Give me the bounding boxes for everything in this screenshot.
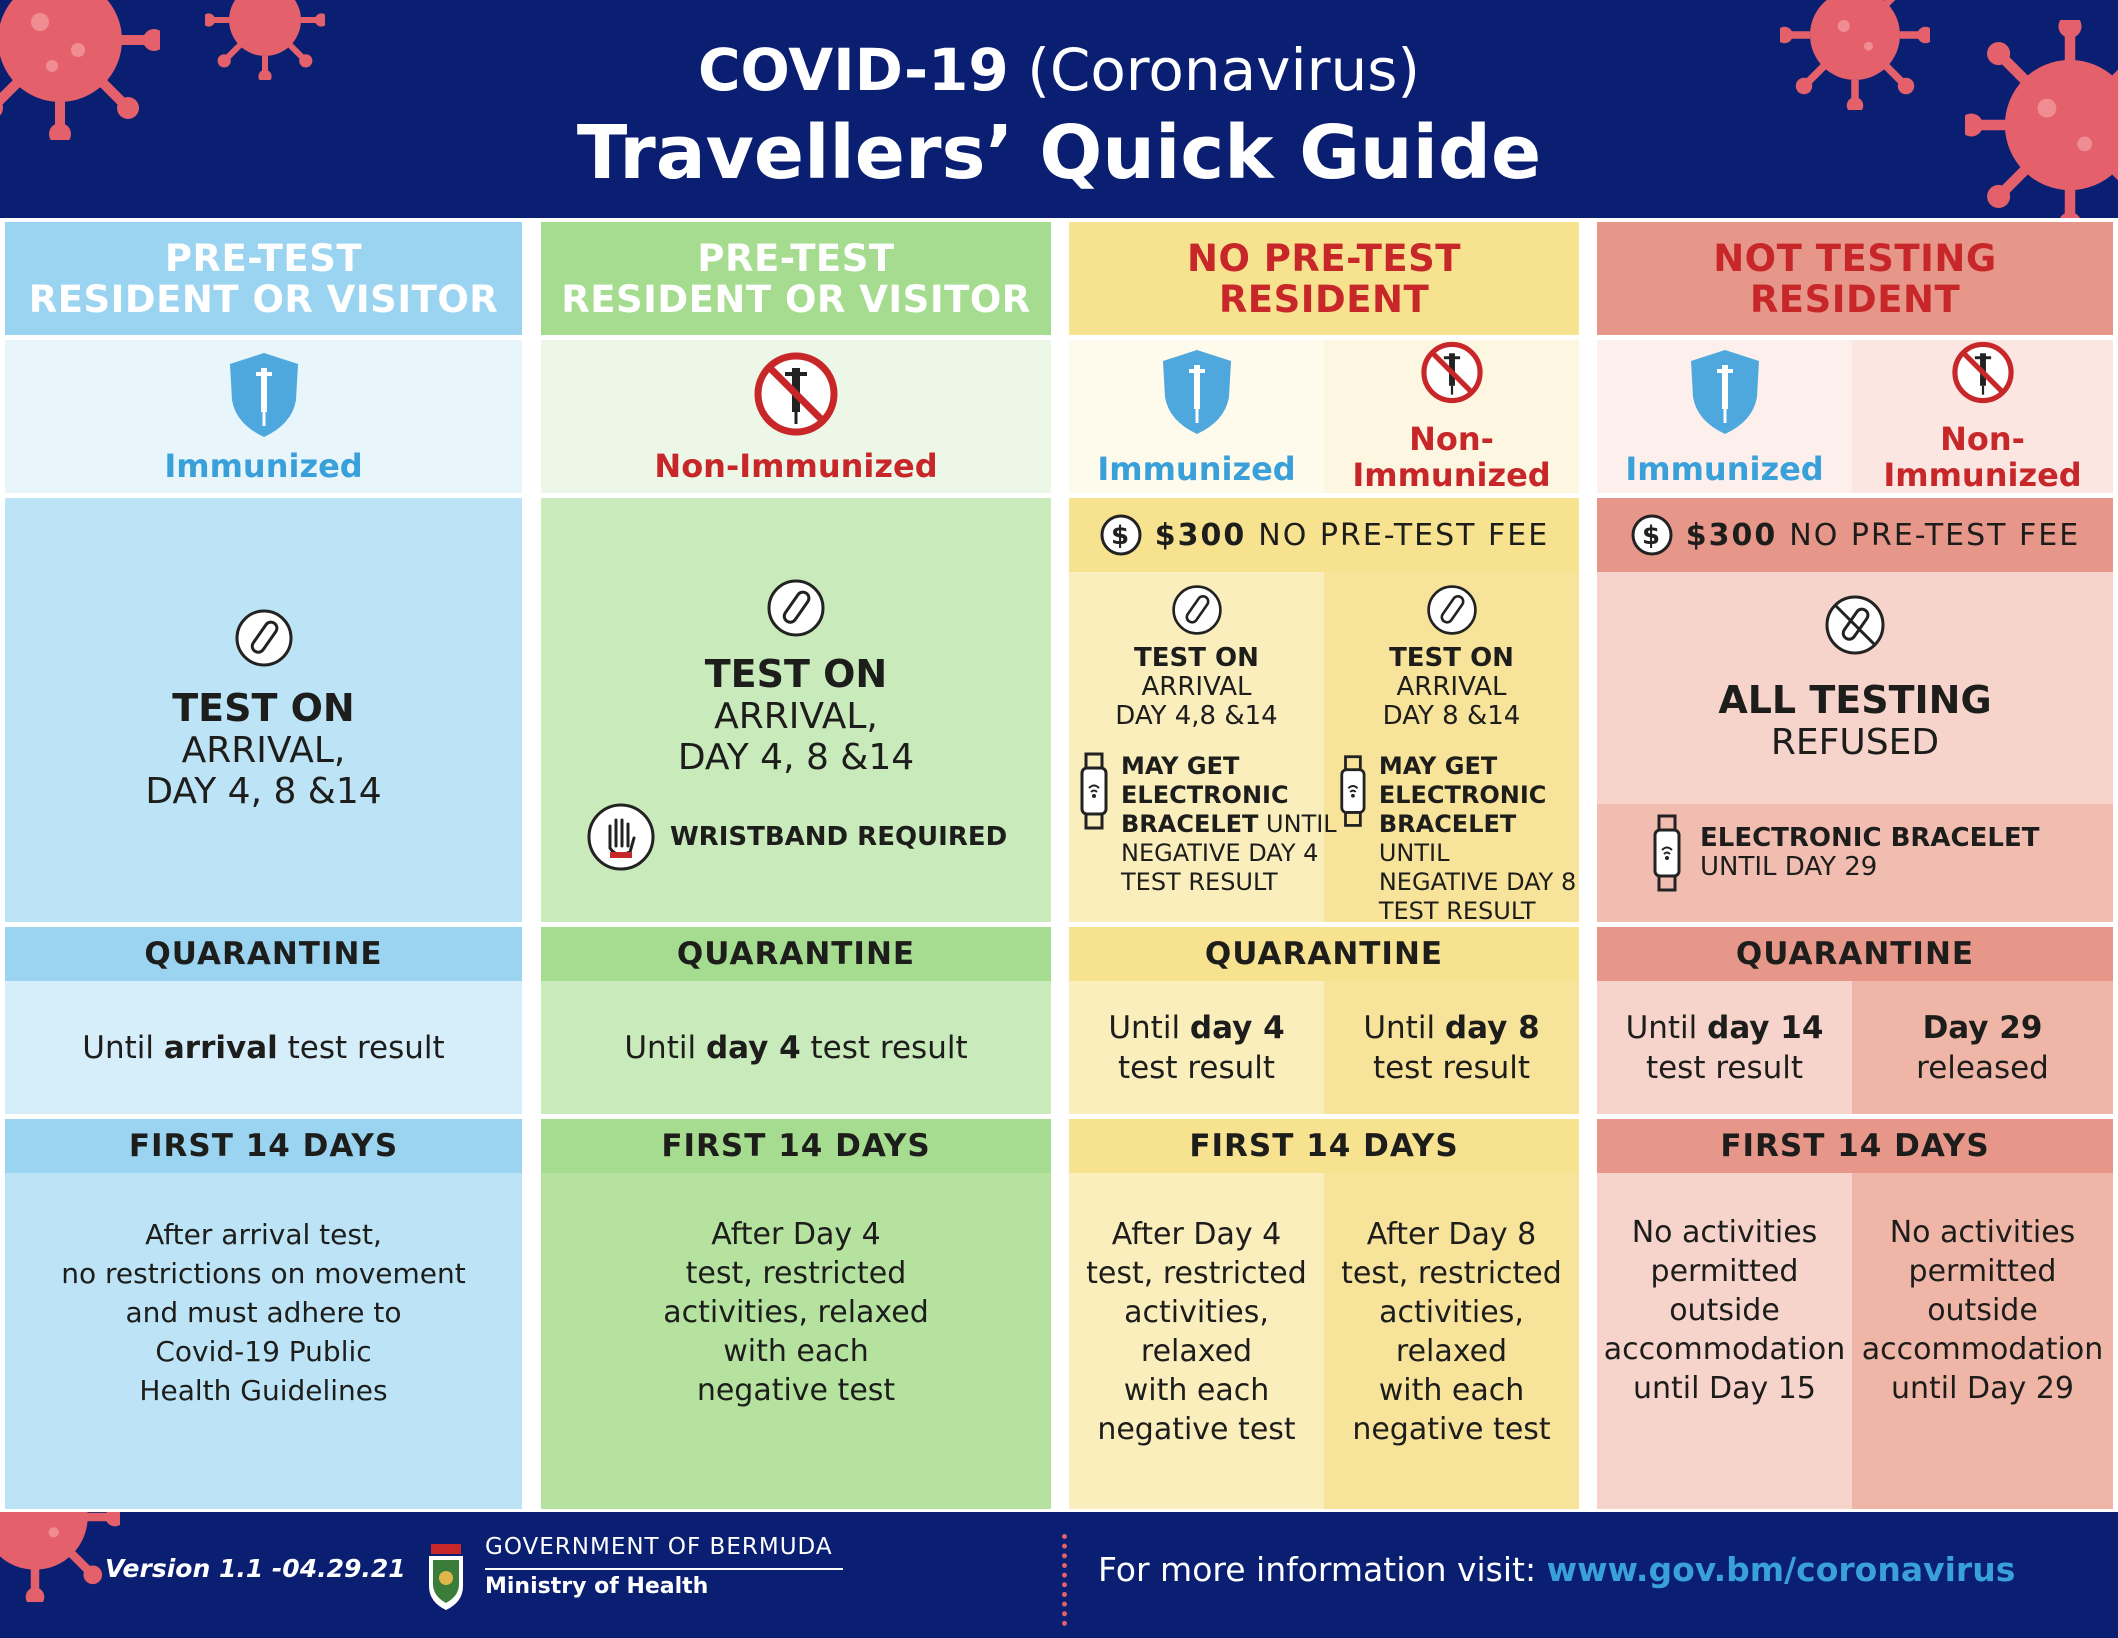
test-schedule: TEST ON ARRIVAL, DAY 4, 8 &14 [145, 686, 382, 812]
quarantine-header: QUARANTINE [5, 927, 522, 981]
test-schedule: TEST ON ARRIVAL, DAY 4, 8 &14 [677, 652, 915, 778]
fee-bar: $ $300 NO PRE-TEST FEE [1597, 498, 2113, 572]
website-link[interactable]: www.gov.bm/coronavirus [1546, 1550, 2016, 1589]
page-title: Travellers’ Quick Guide [576, 110, 1542, 196]
testing-cell [5, 498, 522, 922]
status-label: Non-Immunized [1352, 420, 1551, 494]
first-14-days-cell: After arrival test, no restrictions on movement and must adhere to Covid-19 Public Health Guidelines [5, 1173, 522, 1509]
status-cell [541, 340, 1051, 493]
column-pretest-immunized [5, 222, 522, 1509]
dotted-divider [1062, 1534, 1068, 1626]
first-14-days-header: FIRST 14 DAYS [5, 1119, 522, 1173]
status-label: Non-Immunized [1883, 420, 2082, 494]
test-schedule: TEST ON ARRIVAL DAY 4,8 &14 [1115, 643, 1278, 731]
quarantine-cell: Until day 14 test result Day 29 released [1597, 981, 2113, 1114]
first-14-days-header: FIRST 14 DAYS [1597, 1119, 2113, 1173]
ministry-label: Ministry of Health [485, 1574, 709, 1599]
first-14-days-header: FIRST 14 DAYS [541, 1119, 1051, 1173]
dollar-icon [1099, 513, 1143, 557]
shield-syringe-icon [226, 350, 302, 440]
column-header: NO PRE-TEST RESIDENT [1069, 222, 1579, 335]
no-vaccine-icon [1939, 340, 2027, 405]
column-not-testing-resident [1597, 222, 2113, 1509]
bracelet-note: MAY GET ELECTRONIC BRACELET UNTIL NEGATIVE DAY 4 TEST RESULT [1079, 752, 1337, 897]
testing-cell [1597, 572, 2113, 922]
divider [485, 1568, 843, 1570]
electronic-bracelet-icon [1339, 752, 1367, 832]
fee-bar: $ $300 NO PRE-TEST FEE [1069, 498, 1579, 572]
no-test-icon [1824, 594, 1886, 656]
quarantine-header: QUARANTINE [1597, 927, 2113, 981]
footer-banner [0, 1512, 2118, 1638]
electronic-bracelet-icon [1652, 814, 1682, 894]
testing-cell [541, 498, 1051, 922]
test-schedule: TEST ON ARRIVAL DAY 8 &14 [1382, 643, 1521, 731]
wristband-label: WRISTBAND REQUIRED [670, 822, 1008, 852]
first-14-days-cell: No activities permitted outside accommodation until Day 15 No activities permitted outside accommodation until Day 29 [1597, 1173, 2113, 1509]
quarantine-header: QUARANTINE [1069, 927, 1579, 981]
first-14-days-cell: After Day 4 test, restricted activities, relaxed with each negative test After Day 8 test, restricted activities, relaxed with each negative test [1069, 1173, 1579, 1509]
status-cell [5, 340, 522, 493]
quarantine-header: QUARANTINE [541, 927, 1051, 981]
column-header: PRE-TEST RESIDENT OR VISITOR [5, 222, 522, 335]
bracelet-note: MAY GET ELECTRONIC BRACELET UNTIL NEGATIVE DAY 8 TEST RESULT [1339, 752, 1579, 926]
test-tube-icon [766, 578, 826, 638]
first-14-days-cell: After Day 4 test, restricted activities, relaxed with each negative test [541, 1173, 1051, 1509]
status-label: Non-Immunized [654, 446, 938, 485]
quarantine-cell: Until day 4 test result [541, 981, 1051, 1114]
bracelet-note: ELECTRONIC BRACELET UNTIL DAY 29 [1652, 814, 2039, 894]
status-label: Immunized [1625, 449, 1824, 488]
test-schedule: ALL TESTING REFUSED [1718, 678, 1992, 763]
quarantine-cell: Until day 4 test result Until day 8 test result [1069, 981, 1579, 1114]
no-vaccine-icon [1408, 340, 1496, 405]
status-label: Immunized [1097, 449, 1296, 488]
column-header: PRE-TEST RESIDENT OR VISITOR [541, 222, 1051, 335]
status-cell [1069, 340, 1579, 493]
test-tube-icon [234, 608, 294, 668]
quarantine-cell: Until arrival test result [5, 981, 522, 1114]
electronic-bracelet-icon [1079, 752, 1109, 832]
version-label: Version 1.1 -04.29.21 [105, 1554, 406, 1583]
status-cell [1597, 340, 2113, 493]
bermuda-coat-of-arms-icon [425, 1540, 467, 1612]
header-banner [0, 0, 2118, 218]
dollar-icon [1630, 513, 1674, 557]
svg-text:$: $ [1641, 521, 1662, 551]
column-header: NOT TESTING RESIDENT [1597, 222, 2113, 335]
page-title-line1: COVID-19 (Coronavirus) [697, 36, 1421, 104]
test-tube-icon [1426, 584, 1478, 636]
wristband-hand-icon [586, 802, 656, 872]
first-14-days-header: FIRST 14 DAYS [1069, 1119, 1579, 1173]
testing-cell [1069, 572, 1579, 925]
column-pretest-non-immunized [541, 222, 1051, 1509]
virus-icon [0, 1512, 120, 1602]
info-text: For more information visit: www.gov.bm/coronavirus [1098, 1550, 2016, 1589]
no-vaccine-icon [752, 350, 840, 438]
svg-text:$: $ [1110, 521, 1131, 551]
government-label: GOVERNMENT OF BERMUDA [485, 1534, 833, 1560]
status-label: Immunized [164, 446, 363, 485]
test-tube-icon [1171, 584, 1223, 636]
shield-syringe-icon [1687, 347, 1763, 437]
shield-syringe-icon [1159, 347, 1235, 437]
column-no-pretest-resident [1069, 222, 1579, 1509]
